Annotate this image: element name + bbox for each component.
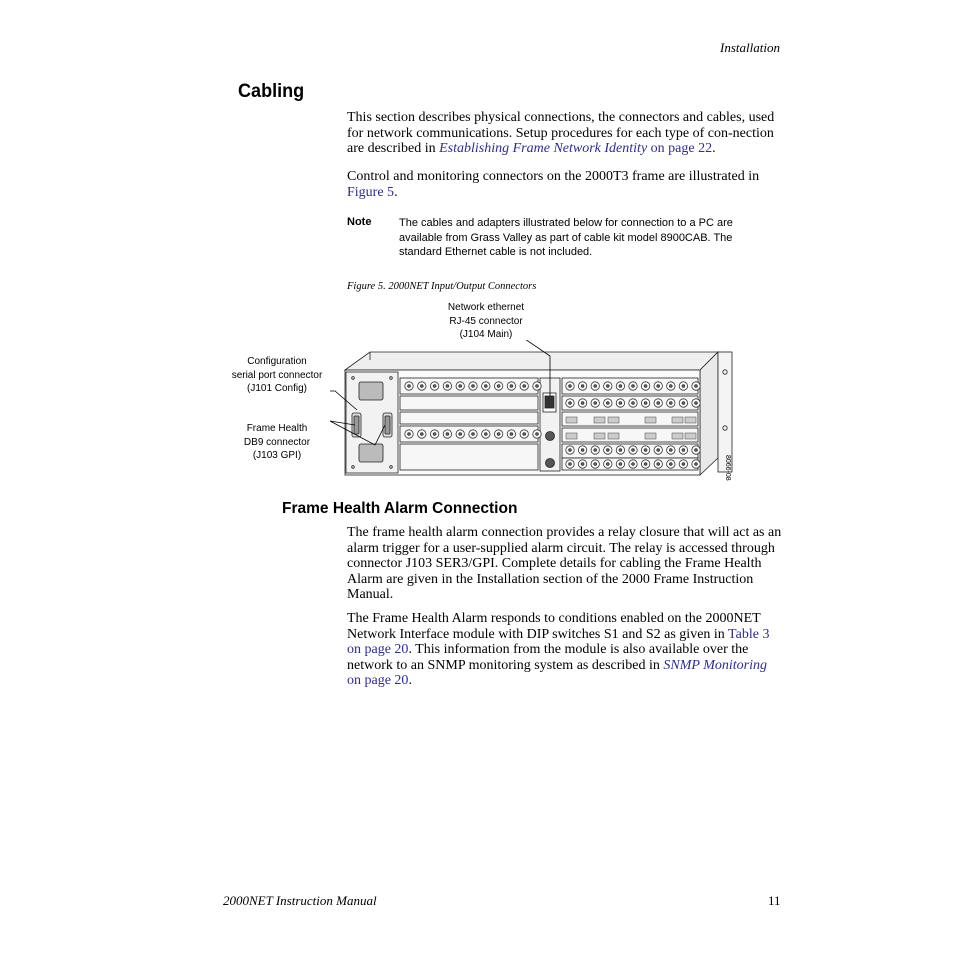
bnc-pin [446, 433, 449, 436]
bnc-pin [619, 385, 622, 388]
bnc-pin [644, 402, 647, 405]
connectors-text-end: . [394, 184, 398, 200]
bnc-pin [682, 449, 685, 452]
bnc-pin [669, 402, 672, 405]
bnc-pin [606, 385, 609, 388]
bnc-pin [644, 463, 647, 466]
bnc-pin [682, 402, 685, 405]
alarm-paragraph-1: The frame health alarm connection provides a relay closure that will act as an alarm trigger for a user-supplied alarm circuit. The relay is accessed through connector J103 SER3/GPI. Complete details for cabling the Frame Health Alarm are given in the Installation section of the 2000 Frame Instruction Manual. [347, 525, 782, 602]
bnc-pin [606, 449, 609, 452]
bnc-pin [632, 385, 635, 388]
bnc-pin [433, 385, 436, 388]
bnc-pin [472, 433, 475, 436]
intro-text-end: . [712, 141, 716, 156]
bnc-pin [682, 463, 685, 466]
network-callout-line3: (J104 Main) [459, 329, 513, 340]
bnc-pin [569, 385, 572, 388]
connectors-text: Control and monitoring connectors on the 2000T3 frame are illustrated in [347, 169, 760, 184]
bnc-pin [536, 385, 539, 388]
terminal-block [608, 417, 619, 423]
bnc-pin [569, 463, 572, 466]
running-header: Installation [720, 40, 780, 55]
intro-text: This section describes physical connections, the connectors and cables, used for network communications. Setup procedures for each type of con-nection are described in [347, 110, 775, 156]
bnc-pin [484, 433, 487, 436]
bnc-pin [657, 463, 660, 466]
bnc-pin [594, 402, 597, 405]
bnc-pin [581, 385, 584, 388]
footer-manual-title: 2000NET Instruction Manual [223, 893, 377, 908]
bnc-pin [657, 449, 660, 452]
alarm-text-middle: . This information from the module is also available over the network to an SNMP monitoring system as described in [347, 642, 749, 673]
bnc-pin [594, 463, 597, 466]
bnc-pin [497, 433, 500, 436]
bnc-pin [510, 433, 513, 436]
alarm-paragraph-2 [347, 611, 783, 689]
terminal-block [685, 433, 696, 439]
health-callout-line1: Frame Health [246, 423, 308, 434]
bnc-pin [497, 385, 500, 388]
bnc-pin [408, 433, 411, 436]
config-callout-line2: serial port connector [231, 369, 323, 381]
bnc-pin [581, 449, 584, 452]
bnc-pin [446, 385, 449, 388]
terminal-block [608, 433, 619, 439]
subsection-title: Frame Health Alarm Connection [282, 500, 518, 517]
note-text: The cables and adapters illustrated below for connection to a PC are available from Grass Valley as part of cable kit model 8900CAB. The standard Ethernet cable is not included. [399, 217, 733, 258]
bnc-pin [459, 433, 462, 436]
establishing-identity-page-link[interactable]: on page 22 [647, 141, 713, 156]
bnc-pin [523, 433, 526, 436]
bnc-pin [581, 463, 584, 466]
bnc-pin [408, 385, 411, 388]
bnc-pin [433, 433, 436, 436]
terminal-block [672, 433, 683, 439]
intro-paragraph [347, 110, 783, 157]
terminal-block [645, 417, 656, 423]
bnc-pin [644, 449, 647, 452]
config-callout-line3: (J101 Config) [246, 383, 308, 394]
bnc-pin [669, 449, 672, 452]
section-title: Cabling [238, 81, 305, 102]
terminal-block [594, 417, 605, 423]
terminal-block [685, 417, 696, 423]
snmp-monitoring-page-link[interactable]: on page 20 [347, 673, 409, 688]
figure-id: 8066-08 [724, 455, 731, 481]
bnc-pin [594, 385, 597, 388]
bnc-pin [632, 449, 635, 452]
health-callout-line3: (J103 GPI) [252, 450, 302, 461]
bnc-pin [657, 385, 660, 388]
bnc-pin [569, 449, 572, 452]
alarm-text: The Frame Health Alarm responds to conditions enabled on the 2000NET Network Interface module with DIP switches S1 and S2 as given in [347, 611, 761, 642]
bnc-pin [569, 402, 572, 405]
bnc-pin [695, 449, 698, 452]
network-callout-line1: Network ethernet [447, 302, 525, 313]
bnc-pin [619, 402, 622, 405]
bnc-pin [632, 463, 635, 466]
terminal-block [594, 433, 605, 439]
bnc-pin [420, 433, 423, 436]
bnc-pin [510, 385, 513, 388]
bnc-pin [523, 385, 526, 388]
bnc-pin [619, 463, 622, 466]
footer-page-number: 11 [768, 893, 781, 908]
config-callout [226, 355, 328, 396]
bnc-pin [619, 449, 622, 452]
bnc-pin [536, 433, 539, 436]
bnc-pin [669, 385, 672, 388]
connectors-paragraph [347, 169, 783, 200]
table-3-link[interactable]: Table 3 on page 20 [347, 626, 770, 657]
establishing-identity-link[interactable]: Establishing Frame Network Identity [439, 141, 648, 156]
figure-caption: Figure 5. 2000NET Input/Output Connectors [347, 281, 537, 292]
terminal-block [645, 433, 656, 439]
bnc-pin [657, 402, 660, 405]
terminal-block [672, 417, 683, 423]
bnc-pin [632, 402, 635, 405]
bnc-pin [594, 449, 597, 452]
bnc-pin [695, 385, 698, 388]
health-callout-line2: DB9 connector [243, 436, 311, 448]
frame-rear-panel-illustration [330, 340, 750, 485]
config-callout-line1: Configuration [247, 356, 307, 367]
bnc-pin [606, 402, 609, 405]
network-callout [430, 301, 542, 342]
bnc-pin [472, 385, 475, 388]
note-label: Note [347, 216, 372, 228]
bnc-pin [669, 463, 672, 466]
bnc-pin [581, 402, 584, 405]
bnc-pin [459, 385, 462, 388]
alarm-text-end: . [408, 673, 412, 688]
bnc-pin [682, 385, 685, 388]
bnc-pin [695, 402, 698, 405]
terminal-block [566, 417, 577, 423]
figure-5-link[interactable]: Figure 5 [347, 184, 395, 200]
bnc-pin [420, 385, 423, 388]
snmp-monitoring-link[interactable]: SNMP Monitoring [663, 657, 767, 673]
health-callout [232, 422, 322, 463]
network-callout-line2: RJ-45 connector [449, 315, 523, 327]
bnc-pin [606, 463, 609, 466]
bnc-pin [484, 385, 487, 388]
terminal-block [566, 433, 577, 439]
bnc-pin [644, 385, 647, 388]
bnc-pin [695, 463, 698, 466]
